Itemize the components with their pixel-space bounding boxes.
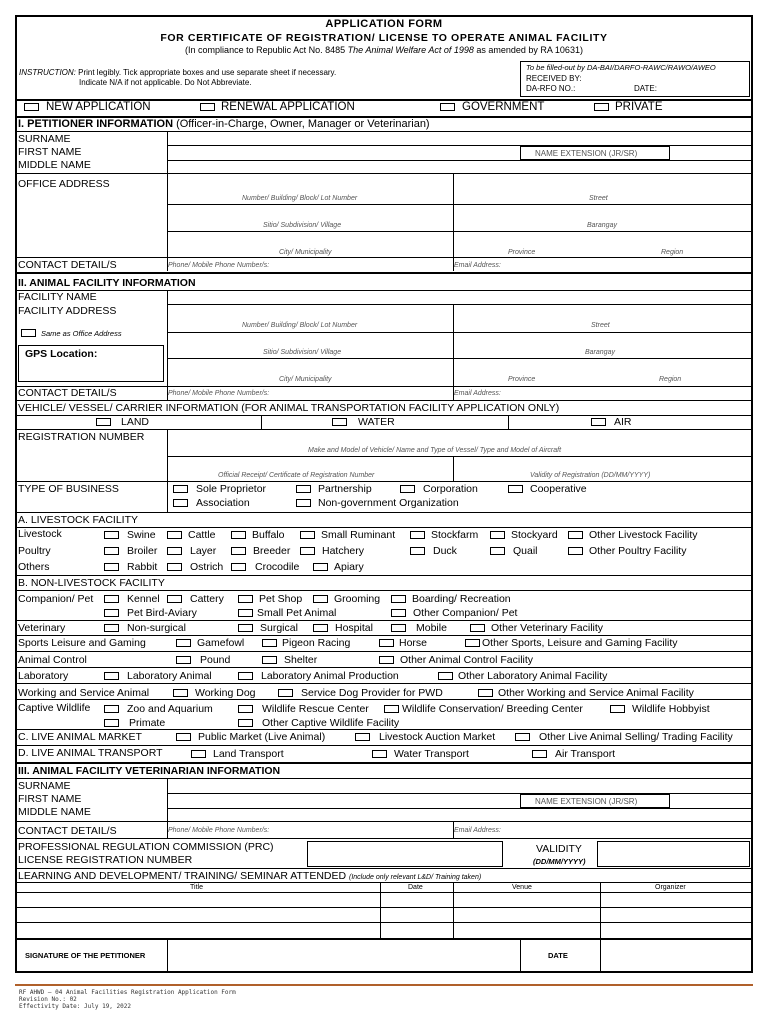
wildlife-conservation-checkbox[interactable] [384, 705, 399, 713]
mobile-checkbox[interactable] [391, 624, 406, 632]
layer-label: Layer [190, 545, 217, 557]
facility-city-hint: City/ Municipality [279, 376, 332, 383]
lab-animal-production-label: Laboratory Animal Production [261, 670, 399, 682]
prc-label-1: PROFESSIONAL REGULATION COMMISSION (PRC) [18, 841, 274, 853]
hatchery-label: Hatchery [322, 545, 365, 557]
signature-label: SIGNATURE OF THE PETITIONER [25, 951, 146, 960]
pet-bird-label: Pet Bird-Aviary [127, 607, 197, 619]
rfo-no: DA-RFO NO.: [526, 84, 576, 93]
pet-shop-label: Pet Shop [259, 593, 303, 605]
training-row[interactable] [15, 908, 380, 922]
cattle-checkbox[interactable] [167, 531, 182, 539]
pound-checkbox[interactable] [176, 656, 191, 664]
service-dog-checkbox[interactable] [278, 689, 293, 697]
footer-form-id: RF AHWD – 04 Animal Facilities Registration Application Form [19, 989, 236, 996]
petitioner-surname-label: SURNAME [18, 133, 71, 145]
cattery-checkbox[interactable] [167, 595, 182, 603]
prc-license-field[interactable] [307, 841, 503, 867]
hospital-checkbox[interactable] [313, 624, 328, 632]
wildlife-rescue-checkbox[interactable] [238, 705, 253, 713]
land-transport-checkbox[interactable] [191, 750, 206, 758]
horse-checkbox[interactable] [379, 639, 394, 647]
official-receipt-hint: Official Receipt/ Certificate of Registration Number [218, 472, 375, 479]
same-as-office-checkbox[interactable] [21, 329, 36, 337]
poultry-label: Poultry [18, 545, 51, 557]
facility-email-hint: Email Address: [454, 390, 501, 397]
compliance-note: (In compliance to Republic Act No. 8485 The Animal Welfare Act of 1998 as amended by RA 10631) [185, 45, 583, 55]
land-transport-label: Land Transport [213, 748, 284, 760]
breeder-label: Breeder [253, 545, 291, 557]
col-organizer: Organizer [655, 884, 686, 891]
vehicle-info-label: VEHICLE/ VESSEL/ CARRIER INFORMATION (FOR ANIMAL TRANSPORTATION FACILITY APPLICATION ONLY) [18, 402, 560, 414]
water-transport-label: Water Transport [394, 748, 469, 760]
facility-phone-hint: Phone/ Mobile Phone Number/s: [168, 390, 270, 397]
petitioner-contact-label: CONTACT DETAIL/S [18, 259, 117, 271]
col-title: Title [190, 884, 203, 891]
livestock-label: Livestock [18, 528, 62, 540]
ngo-checkbox[interactable] [296, 499, 311, 507]
horse-label: Horse [399, 637, 428, 649]
lab-animal-production-checkbox[interactable] [238, 672, 253, 680]
quail-checkbox[interactable] [490, 547, 505, 555]
signature-date-field[interactable] [601, 940, 751, 972]
stockyard-checkbox[interactable] [490, 531, 505, 539]
veterinary-label: Veterinary [18, 622, 66, 634]
wildlife-hobbyist-label: Wildlife Hobbyist [632, 703, 710, 715]
office-date: DATE: [634, 84, 657, 93]
rabbit-checkbox[interactable] [104, 563, 119, 571]
other-captive-checkbox[interactable] [238, 719, 253, 727]
facility-sitio-hint: Sitio/ Subdivision/ Village [263, 349, 342, 356]
prc-label-2: LICENSE REGISTRATION NUMBER [18, 854, 193, 866]
working-service-label: Working and Service Animal [18, 687, 150, 699]
sole-proprietor-label: Sole Proprietor [196, 483, 267, 495]
petitioner-middle-name-label: MIDDLE NAME [18, 159, 91, 171]
other-companion-label: Other Companion/ Pet [413, 607, 518, 619]
vet-first-name-label: FIRST NAME [18, 793, 82, 805]
office-address-label: OFFICE ADDRESS [18, 178, 110, 190]
hatchery-checkbox[interactable] [300, 547, 315, 555]
swine-label: Swine [127, 529, 156, 541]
other-captive-label: Other Captive Wildlife Facility [262, 717, 400, 729]
instruction-2: Indicate N/A if not applicable. Do Not Abbreviate. [79, 78, 252, 87]
office-barangay-hint: Barangay [587, 222, 617, 229]
ngo-label: Non-government Organization [318, 497, 459, 509]
partnership-label: Partnership [318, 483, 372, 495]
live-animal-transport-title: D. LIVE ANIMAL TRANSPORT [18, 747, 163, 759]
companion-pet-label: Companion/ Pet [18, 593, 94, 605]
apiary-label: Apiary [334, 561, 364, 573]
crocodile-checkbox[interactable] [231, 563, 246, 571]
training-row[interactable] [15, 923, 380, 937]
stockyard-label: Stockyard [511, 529, 558, 541]
livestock-facility-title: A. LIVESTOCK FACILITY [18, 514, 139, 526]
facility-region-hint: Region [659, 376, 682, 383]
non-surgical-label: Non-surgical [127, 622, 186, 634]
public-market-label: Public Market (Live Animal) [198, 731, 326, 743]
boarding-label: Boarding/ Recreation [412, 593, 511, 605]
other-poultry-checkbox[interactable] [568, 547, 583, 555]
office-street-hint: Street [589, 195, 608, 202]
facility-province-hint: Province [508, 376, 536, 383]
other-sports-checkbox[interactable] [465, 639, 480, 647]
training-label: LEARNING AND DEVELOPMENT/ TRAINING/ SEMINAR ATTENDED (Include only relevant L&D/ Training taken) [18, 870, 482, 882]
wildlife-rescue-label: Wildlife Rescue Center [262, 703, 369, 715]
office-sitio-hint: Sitio/ Subdivision/ Village [263, 222, 342, 229]
footer-effectivity: Effectivity Date: July 19, 2022 [19, 1003, 131, 1010]
vet-email-hint: Email Address: [454, 827, 501, 834]
same-as-office-label: Same as Office Address [41, 329, 122, 338]
facility-contact-label: CONTACT DETAIL/S [18, 387, 117, 399]
duck-checkbox[interactable] [410, 547, 425, 555]
broiler-checkbox[interactable] [104, 547, 119, 555]
section-1-title: I. PETITIONER INFORMATION (Officer-in-Charge, Owner, Manager or Veterinarian) [18, 118, 430, 130]
section-3-title: III. ANIMAL FACILITY VETERINARIAN INFORMATION [18, 765, 281, 777]
type-of-business-label: TYPE OF BUSINESS [18, 483, 119, 495]
other-working-checkbox[interactable] [478, 689, 493, 697]
form-title: APPLICATION FORM [325, 18, 443, 30]
others-label: Others [18, 561, 50, 573]
petitioner-email-hint: Email Address: [454, 262, 501, 269]
cooperative-checkbox[interactable] [508, 485, 523, 493]
cooperative-label: Cooperative [530, 483, 587, 495]
other-livestock-label: Other Livestock Facility [589, 529, 698, 541]
grooming-label: Grooming [334, 593, 381, 605]
swine-checkbox[interactable] [104, 531, 119, 539]
corporation-label: Corporation [423, 483, 478, 495]
water-label: WATER [358, 416, 395, 428]
ostrich-checkbox[interactable] [167, 563, 182, 571]
stockfarm-checkbox[interactable] [410, 531, 425, 539]
other-market-checkbox[interactable] [515, 733, 530, 741]
signature-date-label: DATE [548, 951, 568, 960]
other-veterinary-checkbox[interactable] [470, 624, 485, 632]
other-control-label: Other Animal Control Facility [400, 654, 534, 666]
renewal-application-label: RENEWAL APPLICATION [221, 101, 355, 113]
land-label: LAND [121, 416, 150, 428]
vet-contact-label: CONTACT DETAIL/S [18, 825, 117, 837]
stockfarm-label: Stockfarm [431, 529, 479, 541]
laboratory-animal-label: Laboratory Animal [127, 670, 212, 682]
small-pet-label: Small Pet Animal [257, 607, 337, 619]
vet-middle-name-label: MIDDLE NAME [18, 806, 91, 818]
make-model-hint: Make and Model of Vehicle/ Name and Type of Vessel/ Type and Model of Aircraft [308, 447, 562, 454]
gamefowl-checkbox[interactable] [176, 639, 191, 647]
non-surgical-checkbox[interactable] [104, 624, 119, 632]
surgical-label: Surgical [260, 622, 298, 634]
air-transport-checkbox[interactable] [532, 750, 547, 758]
service-dog-label: Service Dog Provider for PWD [301, 687, 443, 699]
air-label: AIR [614, 416, 632, 428]
air-transport-label: Air Transport [555, 748, 616, 760]
public-market-checkbox[interactable] [176, 733, 191, 741]
quail-label: Quail [513, 545, 538, 557]
kennel-checkbox[interactable] [104, 595, 119, 603]
validity-format: (DD/MM/YYYY) [533, 857, 586, 866]
sports-label: Sports Leisure and Gaming [18, 637, 146, 649]
other-control-checkbox[interactable] [379, 656, 394, 664]
mobile-label: Mobile [416, 622, 447, 634]
government-checkbox[interactable] [440, 103, 455, 111]
rabbit-label: Rabbit [127, 561, 158, 573]
other-working-label: Other Working and Service Animal Facility [498, 687, 694, 699]
office-city-hint: City/ Municipality [279, 249, 332, 256]
other-veterinary-label: Other Veterinary Facility [491, 622, 604, 634]
association-checkbox[interactable] [173, 499, 188, 507]
footer-rule [15, 984, 753, 986]
office-number-hint: Number/ Building/ Block/ Lot Number [242, 195, 358, 202]
registration-number-label: REGISTRATION NUMBER [18, 431, 145, 443]
crocodile-label: Crocodile [255, 561, 300, 573]
pet-bird-checkbox[interactable] [104, 609, 119, 617]
corporation-checkbox[interactable] [400, 485, 415, 493]
zoo-aquarium-checkbox[interactable] [104, 705, 119, 713]
validity-registration-hint: Validity of Registration (DD/MM/YYYY) [530, 472, 651, 479]
small-pet-checkbox[interactable] [238, 609, 253, 617]
primate-label: Primate [129, 717, 166, 729]
vet-phone-hint: Phone/ Mobile Phone Number/s: [168, 827, 270, 834]
grooming-checkbox[interactable] [313, 595, 328, 603]
training-row[interactable] [15, 893, 380, 907]
laboratory-animal-checkbox[interactable] [104, 672, 119, 680]
validity-label: VALIDITY [536, 843, 582, 855]
layer-checkbox[interactable] [167, 547, 182, 555]
form-subtitle: FOR CERTIFICATE OF REGISTRATION/ LICENSE TO OPERATE ANIMAL FACILITY [160, 32, 608, 44]
pet-shop-checkbox[interactable] [238, 595, 253, 603]
instruction: INSTRUCTION: Print legibly. Tick appropriate boxes and use separate sheet if necessary. [19, 68, 337, 77]
other-sports-label: Other Sports, Leisure and Gaming Facility [482, 637, 678, 649]
col-date: Date [408, 884, 423, 891]
nonlivestock-facility-title: B. NON-LIVESTOCK FACILITY [18, 577, 165, 589]
breeder-checkbox[interactable] [231, 547, 246, 555]
signature-field[interactable] [168, 940, 519, 972]
animal-control-label: Animal Control [18, 654, 87, 666]
live-animal-market-title: C. LIVE ANIMAL MARKET [18, 731, 142, 743]
buffalo-label: Buffalo [252, 529, 285, 541]
vet-surname-label: SURNAME [18, 780, 71, 792]
water-checkbox[interactable] [332, 418, 347, 426]
vet-name-ext-label: NAME EXTENSION (JR/SR) [535, 797, 638, 806]
office-region-hint: Region [661, 249, 684, 256]
government-label: GOVERNMENT [462, 101, 545, 113]
facility-street-hint: Street [591, 322, 610, 329]
other-market-label: Other Live Animal Selling/ Trading Facility [539, 731, 733, 743]
facility-barangay-hint: Barangay [585, 349, 615, 356]
facility-number-hint: Number/ Building/ Block/ Lot Number [242, 322, 358, 329]
col-venue: Venue [512, 884, 532, 891]
livestock-auction-checkbox[interactable] [355, 733, 370, 741]
livestock-auction-label: Livestock Auction Market [379, 731, 496, 743]
facility-address-label: FACILITY ADDRESS [18, 305, 117, 317]
new-application-checkbox[interactable] [24, 103, 39, 111]
section-2-title: II. ANIMAL FACILITY INFORMATION [18, 277, 196, 289]
apiary-checkbox[interactable] [313, 563, 328, 571]
wildlife-conservation-label: Wildlife Conservation/ Breeding Center [402, 703, 583, 715]
gamefowl-label: Gamefowl [197, 637, 245, 649]
pound-label: Pound [200, 654, 231, 666]
small-ruminant-checkbox[interactable] [300, 531, 315, 539]
boarding-checkbox[interactable] [391, 595, 406, 603]
zoo-aquarium-label: Zoo and Aquarium [127, 703, 213, 715]
duck-label: Duck [433, 545, 457, 557]
shelter-checkbox[interactable] [262, 656, 277, 664]
sole-proprietor-checkbox[interactable] [173, 485, 188, 493]
primate-checkbox[interactable] [104, 719, 119, 727]
buffalo-checkbox[interactable] [231, 531, 246, 539]
other-livestock-checkbox[interactable] [568, 531, 583, 539]
petitioner-phone-hint: Phone/ Mobile Phone Number/s: [168, 262, 270, 269]
facility-name-label: FACILITY NAME [18, 291, 97, 303]
received-by: RECEIVED BY: [526, 74, 582, 83]
broiler-label: Broiler [127, 545, 158, 557]
hospital-label: Hospital [335, 622, 373, 634]
office-province-hint: Province [508, 249, 536, 256]
cattle-label: Cattle [188, 529, 216, 541]
captive-wildlife-label: Captive Wildlife [18, 702, 91, 714]
petitioner-name-ext-label: NAME EXTENSION (JR/SR) [535, 149, 638, 158]
working-dog-label: Working Dog [195, 687, 256, 699]
water-transport-checkbox[interactable] [372, 750, 387, 758]
petitioner-first-name-label: FIRST NAME [18, 146, 82, 158]
wildlife-hobbyist-checkbox[interactable] [610, 705, 625, 713]
other-companion-checkbox[interactable] [391, 609, 406, 617]
private-checkbox[interactable] [594, 103, 609, 111]
small-ruminant-label: Small Ruminant [321, 529, 396, 541]
cattery-label: Cattery [190, 593, 224, 605]
working-dog-checkbox[interactable] [173, 689, 188, 697]
gps-location-label: GPS Location: [25, 348, 98, 360]
partnership-checkbox[interactable] [296, 485, 311, 493]
renewal-application-checkbox[interactable] [200, 103, 215, 111]
air-checkbox[interactable] [591, 418, 606, 426]
other-lab-checkbox[interactable] [438, 672, 453, 680]
footer-revision: Revision No.: 02 [19, 996, 77, 1003]
shelter-label: Shelter [284, 654, 318, 666]
laboratory-label: Laboratory [18, 670, 69, 682]
pigeon-racing-checkbox[interactable] [262, 639, 277, 647]
office-use-note: To be filled-out by DA-BAI/DARFO-RAWC/RAWO/AWEO [526, 63, 716, 72]
private-label: PRIVATE [615, 101, 663, 113]
pigeon-racing-label: Pigeon Racing [282, 637, 351, 649]
association-label: Association [196, 497, 250, 509]
ostrich-label: Ostrich [190, 561, 224, 573]
land-checkbox[interactable] [96, 418, 111, 426]
validity-field[interactable] [597, 841, 750, 867]
new-application-label: NEW APPLICATION [46, 101, 151, 113]
other-lab-label: Other Laboratory Animal Facility [458, 670, 608, 682]
surgical-checkbox[interactable] [238, 624, 253, 632]
kennel-label: Kennel [127, 593, 160, 605]
other-poultry-label: Other Poultry Facility [589, 545, 687, 557]
